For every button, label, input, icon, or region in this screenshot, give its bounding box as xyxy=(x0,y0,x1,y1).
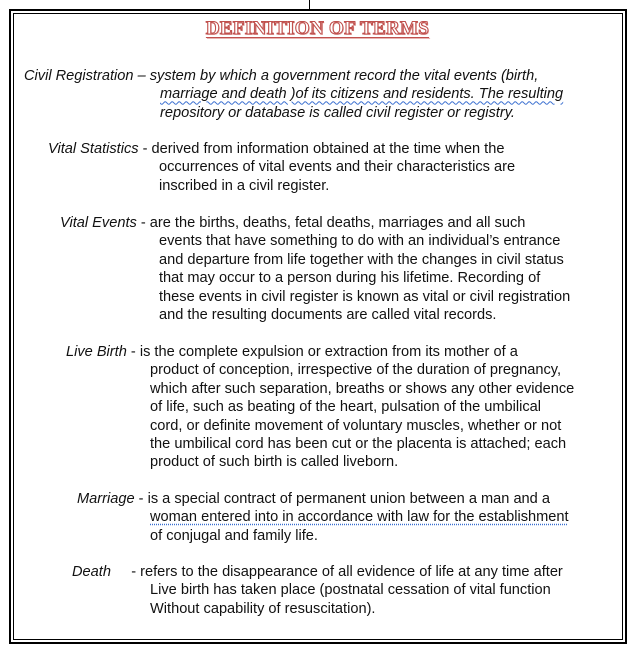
definition-line: marriage and death )of its citizens and residents. The resulting xyxy=(160,86,564,103)
term-marriage: Marriage xyxy=(77,491,135,507)
definition-line: these events in civil register is known as vital or civil registration xyxy=(159,288,571,305)
entry-line xyxy=(159,306,570,324)
entry-line xyxy=(159,269,570,287)
entry-line xyxy=(150,435,574,453)
entry-line xyxy=(150,380,574,398)
entry-vital-events xyxy=(60,214,570,324)
title-text: DEFINITION OF TERMS xyxy=(205,18,430,39)
entry-line xyxy=(150,527,569,545)
document-title xyxy=(0,18,635,40)
entry-line xyxy=(160,85,563,103)
entry-death xyxy=(72,563,563,618)
definition-line: woman entered into in accordance with law for the establishment xyxy=(150,509,569,526)
definition-line: cord, or definite movement of voluntary muscles, whether or not xyxy=(150,417,562,434)
entry-civil-registration xyxy=(24,67,563,122)
definition-line: - is the complete expulsion or extraction from its mother of a xyxy=(130,344,518,360)
definition-line: product of such birth is called liveborn. xyxy=(150,454,399,471)
entry-line xyxy=(24,67,563,85)
entry-line xyxy=(159,232,570,250)
definition-line: repository or database is called civil register or registry. xyxy=(160,104,515,121)
entry-line xyxy=(150,398,574,416)
definition-line: and departure from life together with the changes in civil status xyxy=(159,251,564,268)
term-vital-statistics: Vital Statistics xyxy=(48,141,139,157)
entry-marriage xyxy=(77,490,569,545)
definition-line: and the resulting documents are called vital records. xyxy=(159,307,497,324)
definition-line: events that have something to do with an individual’s entrance xyxy=(159,233,561,250)
term-civil-registration: Civil Registration xyxy=(24,68,134,84)
definition-line: that may occur to a person during his lifetime. Recording of xyxy=(159,270,541,287)
term-vital-events: Vital Events xyxy=(60,215,137,231)
term-death: Death xyxy=(72,564,111,580)
entry-line xyxy=(60,214,570,232)
definition-line: - refers to the disappearance of all evidence of life at any time after xyxy=(110,564,563,580)
definition-line: which after such separation, breaths or shows any other evidence xyxy=(150,380,575,397)
entry-vital-statistics xyxy=(48,140,515,195)
entry-line xyxy=(160,104,563,122)
entry-line xyxy=(150,508,569,526)
entry-line xyxy=(48,140,515,158)
definition-line: product of conception, irrespective of the duration of pregnancy, xyxy=(150,362,562,379)
entry-line xyxy=(150,600,563,618)
definition-line: the umbilical cord has been cut or the placenta is attached; each xyxy=(150,436,567,453)
definition-line: Live birth has taken place (postnatal cessation of vital function xyxy=(150,582,551,599)
entry-line xyxy=(72,563,563,581)
definition-line: of life, such as beating of the heart, pulsation of the umbilical xyxy=(150,399,542,416)
definition-line: occurrences of vital events and their characteristics are xyxy=(159,159,516,176)
entry-line xyxy=(150,581,563,599)
entry-line xyxy=(150,417,574,435)
entry-live-birth xyxy=(66,343,574,472)
entry-line xyxy=(159,177,515,195)
entry-line xyxy=(77,490,569,508)
entry-line xyxy=(150,361,574,379)
definition-line: Without capability of resuscitation). xyxy=(150,600,376,617)
entry-line xyxy=(159,288,570,306)
definition-line: of conjugal and family life. xyxy=(150,527,318,544)
entry-line xyxy=(66,343,574,361)
definition-line: - is a special contract of permanent union between a man and a xyxy=(138,491,550,507)
entry-line xyxy=(150,453,574,471)
definition-line: – system by which a government record the vital events (birth, xyxy=(137,68,539,84)
definition-line: - derived from information obtained at the time when the xyxy=(142,141,505,157)
definition-line: - are the births, deaths, fetal deaths, marriages and all such xyxy=(140,215,526,231)
entry-line xyxy=(159,251,570,269)
term-live-birth: Live Birth xyxy=(66,344,127,360)
entry-line xyxy=(159,158,515,176)
definition-line: inscribed in a civil register. xyxy=(159,177,330,194)
